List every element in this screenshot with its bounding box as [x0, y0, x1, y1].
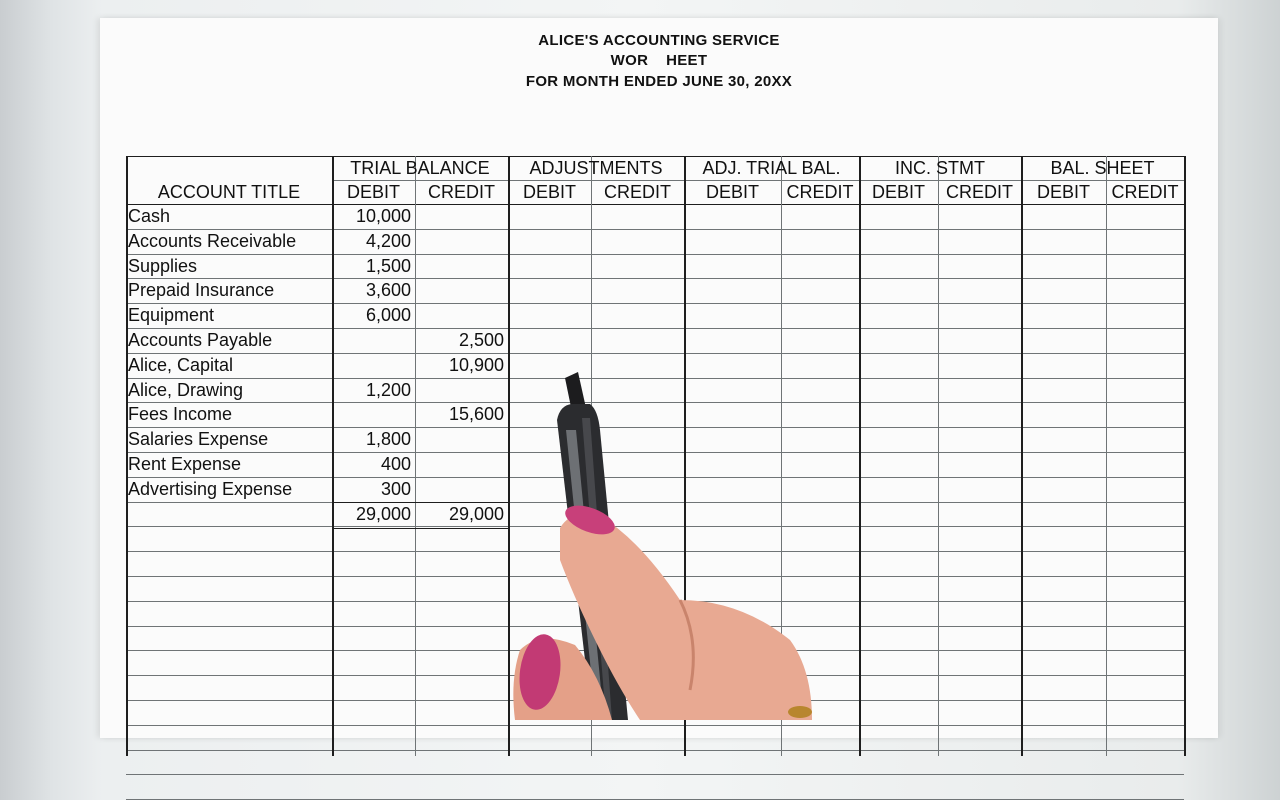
account-name: Accounts Receivable: [128, 230, 297, 251]
trial-balance-credit: 10,900: [448, 354, 504, 375]
trial-balance-debit: 1,500: [365, 255, 411, 276]
grid-row-line: [126, 774, 1184, 775]
column-group-header: BAL. SHEET: [1050, 158, 1155, 178]
column-group-header: INC. STMT: [895, 158, 985, 178]
grid-column-line: [859, 156, 861, 756]
grid-row-line: [126, 601, 1184, 602]
grid-column-line: [781, 156, 782, 756]
column-group-header: TRIAL BALANCE: [350, 158, 490, 178]
account-name: Alice, Capital: [128, 354, 234, 375]
debit-header: DEBIT: [522, 182, 576, 202]
trial-balance-debit: 300: [380, 478, 411, 499]
debit-header: DEBIT: [705, 182, 759, 202]
account-name: Prepaid Insurance: [128, 280, 275, 301]
grid-row-line: [126, 551, 1184, 552]
total-debit: 29,000: [355, 503, 411, 524]
worksheet-paper: [100, 18, 1218, 738]
grid-row-line: [126, 650, 1184, 651]
grid-column-line: [1184, 156, 1186, 756]
grid-row-line: [126, 700, 1184, 701]
grid-column-line: [508, 156, 510, 756]
account-name: Salaries Expense: [128, 429, 269, 450]
credit-header: CREDIT: [428, 182, 495, 202]
account-name: Supplies: [128, 255, 198, 276]
grid-column-line: [684, 156, 686, 756]
trial-balance-debit: 400: [380, 454, 411, 474]
company-title: ALICE'S ACCOUNTING SERVICE: [538, 32, 780, 49]
account-name: Fees Income: [128, 404, 233, 425]
grid-column-line: [415, 156, 416, 756]
trial-balance-debit: 10,000: [355, 206, 411, 226]
debit-header: DEBIT: [871, 182, 925, 202]
grid-row-line: [126, 576, 1184, 577]
trial-balance-credit: 2,500: [458, 330, 504, 350]
grid-row-line: [126, 626, 1184, 627]
account-name: Alice, Drawing: [128, 379, 244, 400]
grid-row-line: [126, 675, 1184, 676]
grid-column-line: [1106, 156, 1107, 756]
credit-header: CREDIT: [1111, 182, 1179, 202]
trial-balance-debit: 1,800: [365, 429, 411, 450]
account-name: Rent Expense: [128, 454, 242, 474]
grid-row-line: [126, 526, 1184, 527]
column-group-header: ADJ. TRIAL BAL.: [702, 158, 841, 178]
period-title: FOR MONTH ENDED JUNE 30, 20XX: [525, 73, 793, 90]
grid-column-line: [938, 156, 939, 756]
worksheet-grid: [126, 156, 1184, 756]
trial-balance-debit: 1,200: [365, 379, 411, 400]
grid-row-line: [126, 502, 1184, 503]
grid-column-line: [1021, 156, 1023, 756]
account-title-header: ACCOUNT TITLE: [157, 182, 301, 202]
debit-header: DEBIT: [346, 182, 400, 202]
debit-header: DEBIT: [1036, 182, 1090, 202]
account-name: Equipment: [128, 305, 215, 326]
account-name: Accounts Payable: [128, 330, 273, 350]
trial-balance-debit: 4,200: [365, 230, 411, 251]
account-name: Advertising Expense: [128, 478, 293, 499]
credit-header: CREDIT: [946, 182, 1013, 202]
grid-column-line: [591, 156, 592, 756]
credit-header: CREDIT: [786, 182, 854, 202]
column-group-header: ADJUSTMENTS: [529, 158, 663, 178]
document-title: WOR HEET: [610, 52, 708, 69]
totals-double-rule: [332, 528, 508, 529]
grid-row-line: [126, 750, 1184, 751]
trial-balance-credit: 15,600: [448, 404, 504, 425]
trial-balance-debit: 3,600: [365, 280, 411, 301]
account-name: Cash: [128, 206, 171, 226]
grid-row-line: [126, 725, 1184, 726]
total-credit: 29,000: [448, 503, 504, 524]
credit-header: CREDIT: [604, 182, 671, 202]
trial-balance-debit: 6,000: [365, 305, 411, 326]
